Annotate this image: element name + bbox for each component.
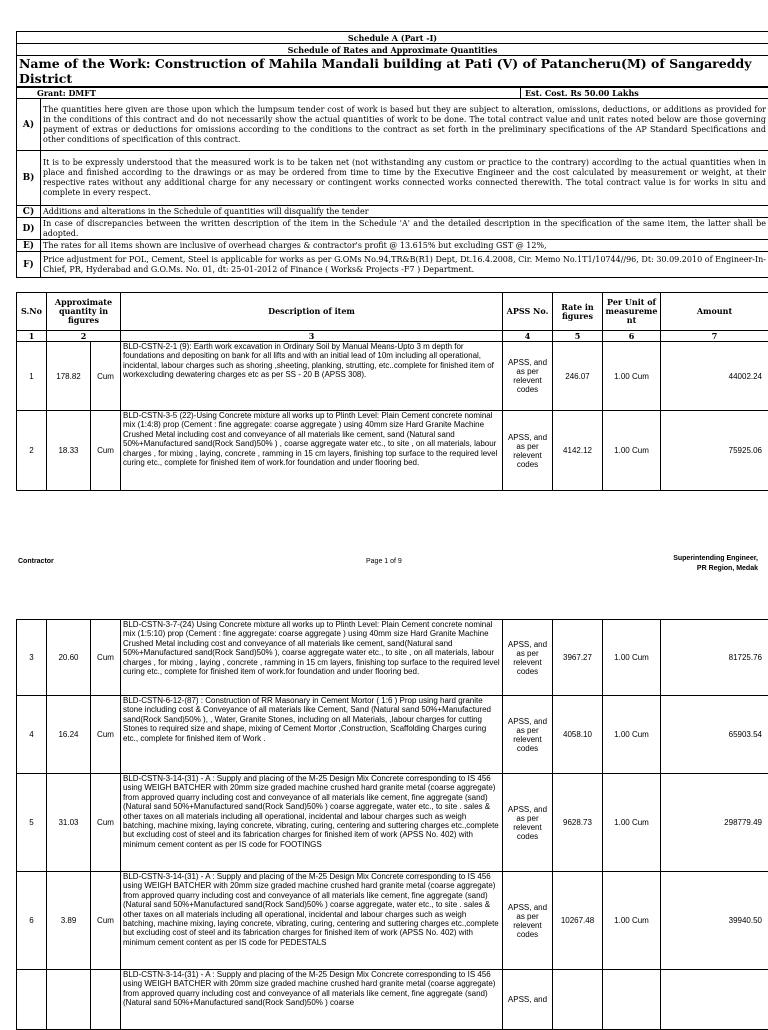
condition-text: The rates for all items shown are inclusive of overhead charges & contractor's profit @ 13.615% but excluding GST @ 12%, (41, 240, 768, 252)
table-row (17, 342, 768, 411)
condition-letter: D) (17, 218, 41, 240)
item-per-unit: 1.00 Cum (603, 411, 661, 491)
col-sno: S.No (17, 293, 47, 331)
item-apss: APSS, and (503, 970, 553, 1030)
conditions-table (16, 87, 768, 278)
item-sno: 1 (17, 342, 47, 411)
footer-sign-line1: Superintending Engineer, (673, 554, 758, 564)
item-desc: BLD-CSTN-3-7-(24) Using Concrete mixture all works up to Plinth Level: Plain Cement concrete nominal mix (1:5:10) prop (Cement : fine aggregate: coarse aggregate ) using 40mm size Hard Granite Machine Crushed Metal including cost and conveyance of all materials like cement, sand(Natural sand 50%+Manufactured sand(Rock Sand)50% ), coarse aggregate water etc., to site , on all materials, labour charges , for mixing , laying , concrete , ramming in 15 cm layers, finishing top surface to the required level curing etc., complete for finished item of work.for foundation and under flooring bed. (121, 620, 503, 696)
item-unit: Cum (91, 411, 121, 491)
item-rate: 10267.48 (553, 872, 603, 970)
item-sno: 4 (17, 696, 47, 774)
item-qty: 3.89 (47, 872, 91, 970)
condition-letter: B) (17, 151, 41, 206)
col-number: 3 (121, 331, 503, 342)
footer-page-number: Page 1 of 9 (366, 558, 402, 565)
item-sno (17, 970, 47, 1030)
condition-text: It is to be expressly understood that the measured work is to be taken net (not withstanding any custom or practice to the contrary) according to the actual quantities when in place and finished according to the drawings or as may be ordered from time to time by the Executive Engineer and the cost calculated by measurement or weight, at their respective rates without any additional charge for any necessary or contingent works connected works connected therewith. The total contract value is for works in situ and complete in every respect. (41, 151, 768, 206)
table-row (17, 411, 768, 491)
name-of-work: Name of the Work: Construction of Mahila Mandali building at Pati (V) of Patancheru(M) of Sangareddy District (17, 56, 768, 87)
col-number: 6 (603, 331, 661, 342)
col-qty: Approximate quantity in figures (47, 293, 121, 331)
item-rate: 3967.27 (553, 620, 603, 696)
item-qty: 20.60 (47, 620, 91, 696)
col-number: 4 (503, 331, 553, 342)
items-table-page2 (16, 619, 768, 1030)
item-desc: BLD-CSTN-3-14-(31) - A : Supply and placing of the M-25 Design Mix Concrete corresponding to IS 456 using WEIGH BATCHER with 20mm size graded machine crushed hard granite metal (coarse aggregate) from approved quarry including cost and conveyance of all materials like cement, fine aggregate (sand)(Natural sand 50%+Manufactured sand(Rock Sand)50% ) coarse aggregate, water etc., to site . sales & other taxes on all materials including all operational, incidental and labour charges such as weigh batching, machine mixing, laying concrete, vibrating, curing, centering and suttering charges etc.,complete but excluding cost of steel and its fabrication charges for finished item of work (APSS No. 402) with minimum cement content as per IS code for PEDESTALS (121, 872, 503, 970)
item-qty: 18.33 (47, 411, 91, 491)
items-table-page1 (16, 292, 768, 491)
item-unit: Cum (91, 342, 121, 411)
item-unit: Cum (91, 774, 121, 872)
item-per-unit (603, 970, 661, 1030)
item-amount (661, 970, 768, 1030)
item-qty: 178.82 (47, 342, 91, 411)
item-amount: 75925.06 (661, 411, 768, 491)
col-number: 7 (661, 331, 768, 342)
item-apss: APSS, and as per relevent codes (503, 411, 553, 491)
item-apss: APSS, and as per relevent codes (503, 620, 553, 696)
item-sno: 3 (17, 620, 47, 696)
item-qty (47, 970, 91, 1030)
col-number: 2 (47, 331, 121, 342)
item-per-unit: 1.00 Cum (603, 696, 661, 774)
item-rate: 246.07 (553, 342, 603, 411)
item-rate: 4142.12 (553, 411, 603, 491)
item-amount: 81725.76 (661, 620, 768, 696)
footer-sign-line2: PR Region, Medak (673, 564, 758, 574)
item-amount: 298779.49 (661, 774, 768, 872)
page-one (0, 31, 768, 491)
col-number: 5 (553, 331, 603, 342)
page-two (0, 619, 768, 1030)
col-per-unit: Per Unit of measureme nt (603, 293, 661, 331)
item-desc: BLD-CSTN-3-5 (22)-Using Concrete mixture all works up to Plinth Level: Plain Cement concrete nominal mix (1:4:8) prop (Cement : fine aggregate: coarse aggregate ) using 40mm size Hard Granite Machine Crushed Metal including cost and conveyance of all materials like cement, sand (Natural sand 50%+Manufactured sand(Rock Sand)50% ) , coarse aggregate water etc., to site , on all materials, labour charges , for mixing , laying, concrete , ramming in 15 cm layers, finishing top surface to the required level curing etc., complete for finished item of work.for foundation and under flooring bed. (121, 411, 503, 491)
item-desc: BLD-CSTN-3-14-(31) - A : Supply and placing of the M-25 Design Mix Concrete corresponding to IS 456 using WEIGH BATCHER with 20mm size graded machine crushed hard granite metal (coarse aggregate) from approved quarry including cost and conveyance of all materials like cement, fine aggregate (sand)(Natural sand 50%+Manufactured sand(Rock Sand)50% ) coarse aggregate, water etc., to site . sales & other taxes on all materials including all operational, incidental and labour charges such as weigh batching, machine mixing, laying concrete, vibrating, curing, centering and suttering charges etc.,complete but excluding cost of steel and its fabrication charges for finished item of work (APSS No. 402) with minimum cement content as per IS code for FOOTINGS (121, 774, 503, 872)
table-row (17, 620, 768, 696)
footer-signature (673, 554, 758, 574)
item-desc: BLD-CSTN-2-1 (9): Earth work excavation in Ordinary Soil by Manual Means-Upto 3 m depth for foundations and depositing on bank for all lifts and with an initial lead of 10m including all operational, incidental, labour charges such as shoring ,sheeting, planking, strutting, etc..complete for finished item of workexcluding dewatering charges etc as per SS - 20 B (APSS 308). (121, 342, 503, 411)
item-per-unit: 1.00 Cum (603, 872, 661, 970)
item-unit: Cum (91, 872, 121, 970)
condition-text: The quantities here given are those upon which the lumpsum tender cost of work is based but they are subject to alteration, omissions, deductions, or additions as provided for in the conditions of this contract and do not necessarily show the actual quantities of work to be done. The total contract value and unit rates noted below are those governing payment of extras or deductions for omissions according to the conditions to the contract as set forth in the preliminary specifications of the AP Standard Specifications and other conditions of specification of this contract. (41, 99, 768, 151)
est-cost: Est. Cost. Rs 50.00 Lakhs (521, 88, 768, 99)
item-unit: Cum (91, 696, 121, 774)
table-row (17, 696, 768, 774)
table-row (17, 872, 768, 970)
condition-letter: A) (17, 99, 41, 151)
item-sno: 2 (17, 411, 47, 491)
col-number: 1 (17, 331, 47, 342)
item-desc: BLD-CSTN-6-12-(87) : Construction of RR Masonary in Cement Mortor ( 1:6 ) Prop using hard granite stone including cost & Conveyance of all materials like Cement, Sand (Natural sand 50%+Manufactured sand(Rock Sand)50% ), , Water, Granite Stones, including on all Materials, ,labour charges for cutting Stones to required size and shape, mixing of Cement Mortor ,Construction, Scaffolding Charges curing etc., complete for finished item of Work . (121, 696, 503, 774)
condition-text: In case of discrepancies between the written description of the item in the Schedule 'A' and the detailed description in the specification of the same item, the latter shall be adopted. (41, 218, 768, 240)
col-apss: APSS No. (503, 293, 553, 331)
condition-text: Additions and alterations in the Schedule of quantities will disqualify the tender (41, 206, 768, 218)
item-unit: Cum (91, 620, 121, 696)
item-apss: APSS, and as per relevent codes (503, 696, 553, 774)
item-amount: 44002.24 (661, 342, 768, 411)
condition-letter: F) (17, 252, 41, 278)
item-amount: 39940.50 (661, 872, 768, 970)
item-apss: APSS, and as per relevent codes (503, 774, 553, 872)
item-per-unit: 1.00 Cum (603, 774, 661, 872)
item-qty: 16.24 (47, 696, 91, 774)
condition-text: Price adjustment for POL, Cement, Steel is applicable for works as per G.OMs No.94,TR&B(R1) Dept, Dt.16.4.2008, Cir. Memo No.1T1/10744//96, Dt: 30.09.2010 of Engineer-In- Chief, PR, Hyderabad and G.O.Ms. No. 01, dt: 25-01-2012 of Finance ( Works& Projects -F7 ) Department. (41, 252, 768, 278)
item-rate: 9628.73 (553, 774, 603, 872)
item-sno: 5 (17, 774, 47, 872)
schedule-header-table (16, 31, 768, 87)
condition-letter: E) (17, 240, 41, 252)
item-amount: 65903.54 (661, 696, 768, 774)
table-row (17, 774, 768, 872)
footer-contractor: Contractor (18, 558, 54, 565)
item-per-unit: 1.00 Cum (603, 620, 661, 696)
col-rate: Rate in figures (553, 293, 603, 331)
item-per-unit: 1.00 Cum (603, 342, 661, 411)
item-desc: BLD-CSTN-3-14-(31) - A : Supply and placing of the M-25 Design Mix Concrete corresponding to IS 456 using WEIGH BATCHER with 20mm size graded machine crushed hard granite metal (coarse aggregate) from approved quarry including cost and conveyance of all materials like cement, fine aggregate (sand)(Natural sand 50%+Manufactured sand(Rock Sand)50% ) coarse (121, 970, 503, 1030)
item-rate (553, 970, 603, 1030)
item-apss: APSS, and as per relevent codes (503, 342, 553, 411)
schedule-title: Schedule A (Part -I) (17, 32, 768, 44)
table-row (17, 970, 768, 1030)
item-unit (91, 970, 121, 1030)
item-apss: APSS, and as per relevent codes (503, 872, 553, 970)
item-qty: 31.03 (47, 774, 91, 872)
grant-label: Grant: DMFT (17, 88, 521, 99)
col-amount: Amount (661, 293, 768, 331)
item-sno: 6 (17, 872, 47, 970)
condition-letter: C) (17, 206, 41, 218)
col-desc: Description of item (121, 293, 503, 331)
schedule-subtitle: Schedule of Rates and Approximate Quantities (17, 44, 768, 56)
item-rate: 4058.10 (553, 696, 603, 774)
